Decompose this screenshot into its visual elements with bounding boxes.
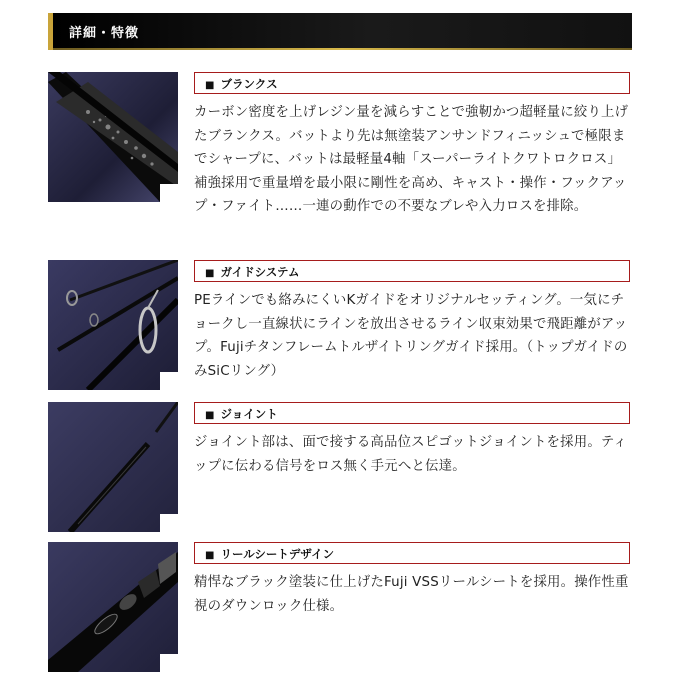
square-bullet-icon: ■ — [205, 80, 215, 91]
heading-joint: ■ ジョイント — [194, 402, 630, 424]
feature-section-reel-seat — [48, 542, 632, 672]
heading-guide-system: ■ ガイドシステム — [194, 260, 630, 282]
feature-section-joint — [48, 402, 632, 532]
description-blanks: カーボン密度を上げレジン量を減らすことで強靭かつ超軽量に絞り上げたブランクス。バットより先は無塗装アンサンドフィニッシュで極限までシャープに、バットは最軽量4軸「スーパーライトクワトロクロス」補強採用で重量増を最小限に剛性を高め、キャスト・操作・フックアップ・ファイト……一連の動作での不要なブレや入力ロスを排除。 — [194, 105, 629, 214]
heading-reel-seat: ■ リールシートデザイン — [194, 542, 630, 564]
square-bullet-icon: ■ — [205, 410, 215, 421]
feature-section-guide-system — [48, 260, 632, 390]
heading-blanks: ■ ブランクス — [194, 72, 630, 94]
reel-seat-photo — [48, 542, 178, 672]
square-bullet-icon: ■ — [205, 550, 215, 561]
description-guide-system: PEラインでも絡みにくいKガイドをオリジナルセッティング。一気にチョークし一直線状にラインを放出させるライン収束効果で飛距離がアップ。Fujiチタンフレームトルザイトリングガイド採用。（トップガイドのみSiCリング） — [194, 293, 628, 379]
joint-photo — [48, 402, 178, 532]
square-bullet-icon: ■ — [205, 268, 215, 279]
guide-system-photo — [48, 260, 178, 390]
description-joint: ジョイント部は、面で接する高品位スピゴットジョイントを採用。ティップに伝わる信号をロス無く手元へと伝達。 — [194, 435, 628, 474]
section-header-bar — [48, 13, 632, 50]
blanks-photo — [48, 72, 178, 202]
section-header-title: 詳細・特徴 — [69, 26, 140, 41]
description-reel-seat: 精悍なブラック塗装に仕上げたFuji VSSリールシートを採用。操作性重視のダウンロック仕様。 — [194, 575, 629, 614]
feature-section-blanks — [48, 72, 632, 247]
